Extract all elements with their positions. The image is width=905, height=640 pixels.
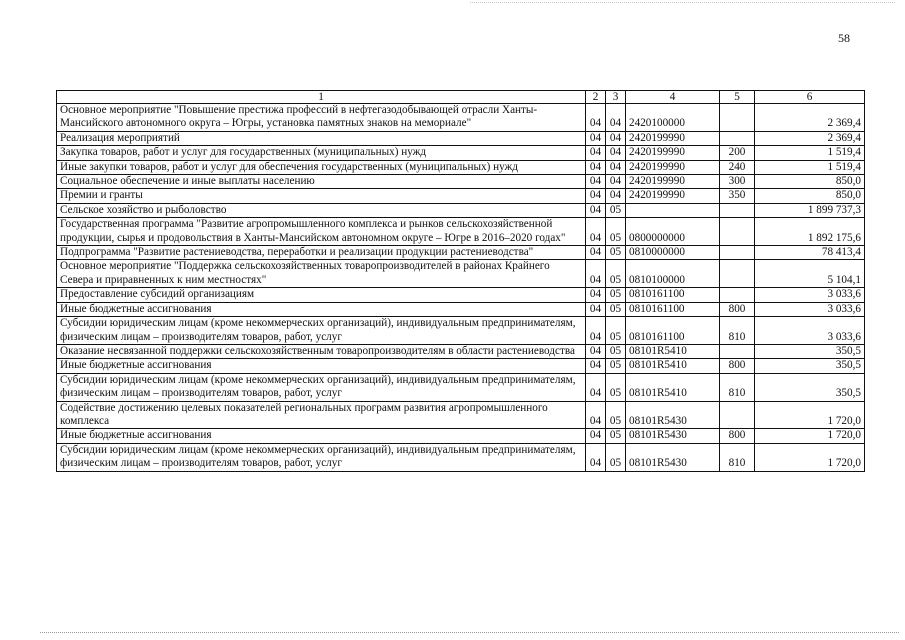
row-subsection: 04 [606,160,626,174]
row-subsection: 05 [606,260,626,288]
row-name: Иные закупки товаров, работ и услуг для обеспечения государственных (муниципальных) нужд [57,160,586,174]
row-amount: 2 369,4 [755,131,865,145]
table-row [57,146,865,160]
col-header-section: 2 [586,91,606,104]
row-section: 04 [586,160,606,174]
row-section: 04 [586,218,606,246]
table-row [57,246,865,260]
row-name: Социальное обеспечение и иные выплаты населению [57,175,586,189]
row-target-article: 2420199990 [626,189,720,203]
row-section: 04 [586,373,606,401]
row-amount: 3 033,6 [755,288,865,302]
row-amount: 1 892 175,6 [755,218,865,246]
row-subsection: 05 [606,218,626,246]
row-subsection: 05 [606,359,626,373]
row-expense-type: 800 [720,302,755,316]
row-section: 04 [586,131,606,145]
row-amount: 78 413,4 [755,246,865,260]
row-expense-type [720,401,755,429]
row-target-article: 0810161100 [626,288,720,302]
row-subsection: 05 [606,429,626,443]
row-name: Иные бюджетные ассигнования [57,429,586,443]
table-row [57,131,865,145]
row-amount: 350,5 [755,359,865,373]
row-target-article: 08101R5430 [626,429,720,443]
budget-table [56,90,865,472]
row-expense-type: 350 [720,189,755,203]
row-target-article: 2420199990 [626,175,720,189]
row-name: Субсидии юридическим лицам (кроме некоммерческих организаций), индивидуальным предпринимателям, физическим лицам – производителям товаров, работ, услуг [57,443,586,471]
row-target-article: 2420199990 [626,131,720,145]
row-section: 04 [586,288,606,302]
row-name: Предоставление субсидий организациям [57,288,586,302]
row-subsection: 04 [606,146,626,160]
table-row [57,160,865,174]
row-name: Государственная программа "Развитие агропромышленного комплекса и рынков сельскохозяйственной продукции, сырья и продовольствия в Ханты-Мансийском автономном округе – Югре в 2016–2020 годах" [57,218,586,246]
row-section: 04 [586,189,606,203]
row-target-article: 0810100000 [626,260,720,288]
row-amount: 350,5 [755,344,865,358]
row-expense-type [720,246,755,260]
row-subsection: 05 [606,246,626,260]
row-amount: 3 033,6 [755,317,865,345]
table-row [57,189,865,203]
row-subsection: 05 [606,443,626,471]
table-row [57,104,865,132]
row-amount: 3 033,6 [755,302,865,316]
row-target-article [626,203,720,217]
row-amount: 1 519,4 [755,160,865,174]
row-target-article: 08101R5410 [626,373,720,401]
row-section: 04 [586,344,606,358]
row-subsection: 04 [606,175,626,189]
row-section: 04 [586,203,606,217]
row-section: 04 [586,359,606,373]
row-amount: 1 720,0 [755,401,865,429]
row-expense-type: 800 [720,429,755,443]
row-subsection: 05 [606,401,626,429]
row-target-article: 0810161100 [626,302,720,316]
row-amount: 2 369,4 [755,104,865,132]
scan-artifact-top [470,2,895,4]
col-header-expense-type: 5 [720,91,755,104]
row-expense-type [720,104,755,132]
row-name: Подпрограмма "Развитие растениеводства, переработки и реализации продукции растениеводства" [57,246,586,260]
row-target-article: 0810161100 [626,317,720,345]
row-expense-type: 200 [720,146,755,160]
row-subsection: 05 [606,344,626,358]
row-section: 04 [586,302,606,316]
table-row [57,429,865,443]
row-target-article: 08101R5410 [626,359,720,373]
col-header-amount: 6 [755,91,865,104]
row-target-article: 2420100000 [626,104,720,132]
row-section: 04 [586,429,606,443]
row-subsection: 05 [606,288,626,302]
table-row [57,288,865,302]
row-section: 04 [586,175,606,189]
table-row [57,218,865,246]
row-expense-type: 300 [720,175,755,189]
row-name: Оказание несвязанной поддержки сельскохозяйственным товаропроизводителям в области растениеводства [57,344,586,358]
row-name: Иные бюджетные ассигнования [57,359,586,373]
table-row [57,317,865,345]
table-row [57,260,865,288]
row-section: 04 [586,317,606,345]
row-subsection: 05 [606,203,626,217]
row-expense-type: 810 [720,443,755,471]
row-expense-type [720,218,755,246]
row-amount: 1 519,4 [755,146,865,160]
table-row [57,443,865,471]
row-target-article: 0810000000 [626,246,720,260]
row-section: 04 [586,401,606,429]
row-amount: 850,0 [755,175,865,189]
table-row [57,302,865,316]
row-subsection: 04 [606,189,626,203]
row-name: Реализация мероприятий [57,131,586,145]
row-name: Субсидии юридическим лицам (кроме некоммерческих организаций), индивидуальным предпринимателям, физическим лицам – производителям товаров, работ, услуг [57,317,586,345]
row-section: 04 [586,146,606,160]
row-target-article: 0800000000 [626,218,720,246]
row-section: 04 [586,246,606,260]
row-subsection: 05 [606,302,626,316]
row-section: 04 [586,104,606,132]
col-header-subsection: 3 [606,91,626,104]
row-subsection: 04 [606,104,626,132]
row-section: 04 [586,260,606,288]
row-expense-type: 810 [720,317,755,345]
row-name: Премии и гранты [57,189,586,203]
row-target-article: 08101R5430 [626,401,720,429]
row-subsection: 05 [606,317,626,345]
header-row [57,91,865,104]
col-header-name: 1 [57,91,586,104]
table-row [57,401,865,429]
row-name: Основное мероприятие "Поддержка сельскохозяйственных товаропроизводителей в районах Крайнего Севера и приравненных к ним местностях" [57,260,586,288]
row-amount: 5 104,1 [755,260,865,288]
row-name: Закупка товаров, работ и услуг для государственных (муниципальных) нужд [57,146,586,160]
row-section: 04 [586,443,606,471]
row-expense-type: 800 [720,359,755,373]
row-expense-type [720,203,755,217]
table-row [57,344,865,358]
row-subsection: 04 [606,131,626,145]
row-name: Субсидии юридическим лицам (кроме некоммерческих организаций), индивидуальным предпринимателям, физическим лицам – производителям товаров, работ, услуг [57,373,586,401]
row-expense-type: 810 [720,373,755,401]
row-subsection: 05 [606,373,626,401]
table-row [57,373,865,401]
row-amount: 1 720,0 [755,443,865,471]
row-amount: 350,5 [755,373,865,401]
page-number: 58 [838,31,850,45]
row-name: Иные бюджетные ассигнования [57,302,586,316]
row-name: Основное мероприятие "Повышение престижа профессий в нефтегазодобывающей отрасли Ханты-Мансийского автономного округа – Югры, установка памятных знаков на мемориале" [57,104,586,132]
table-row [57,203,865,217]
table-row [57,175,865,189]
row-expense-type [720,344,755,358]
scan-artifact-bottom [40,632,899,634]
row-amount: 850,0 [755,189,865,203]
row-expense-type [720,131,755,145]
row-expense-type: 240 [720,160,755,174]
row-name: Содействие достижению целевых показателей региональных программ развития агропромышленного комплекса [57,401,586,429]
row-name: Сельское хозяйство и рыболовство [57,203,586,217]
row-target-article: 08101R5410 [626,344,720,358]
row-amount: 1 720,0 [755,429,865,443]
col-header-target-article: 4 [626,91,720,104]
row-expense-type [720,260,755,288]
table-row [57,359,865,373]
table-body [57,104,865,472]
row-target-article: 08101R5430 [626,443,720,471]
row-target-article: 2420199990 [626,146,720,160]
row-amount: 1 899 737,3 [755,203,865,217]
row-expense-type [720,288,755,302]
row-target-article: 2420199990 [626,160,720,174]
